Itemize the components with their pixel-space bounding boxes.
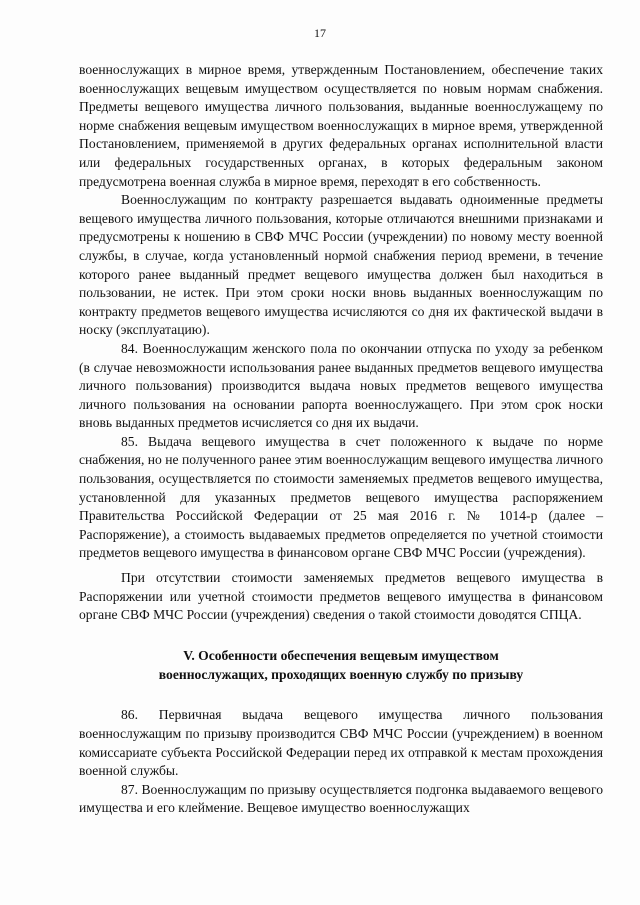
paragraph-87: 87. Военнослужащим по призыву осуществляется подгонка выдаваемого вещевого имущества и его клеймение. Вещевое имущество военнослужащих [79,781,603,816]
paragraph-85: 85. Выдача вещевого имущества в счет положенного к выдаче по норме снабжения, но не полученного ранее этим военнослужащим вещевого имущества личного пользования, осуществляется по стоимости заменяемых предметов вещевого имущества, установленной для указанных предметов вещевого имущества распоряжением Правительства Российской Федерации от 25 мая 2016 г. № 1014-р (далее – Распоряжение), а стоимость выдаваемых предметов определяется по учетной стоимости предметов вещевого имущества в финансовом органе СВФ МЧС России (учреждения). [79,433,603,561]
page-number: 17 [314,26,326,40]
section-heading-line2: военнослужащих, проходящих военную службу по призыву [158,666,524,682]
section-heading-line1: V. Особенности обеспечения вещевым имуществом [183,647,499,663]
paragraph-86: 86. Первичная выдача вещевого имущества личного пользования военнослужащим по призыву производится СВФ МЧС России (учреждением) в военном комиссариате субъекта Российской Федерации перед их отправкой к местам прохождения военной службы. [79,707,603,779]
paragraph-contract-servicemen: Военнослужащим по контракту разрешается выдавать одноименные предметы вещевого имущества личного пользования, которые отличаются внешними признаками и предусмотрены к ношению в СВФ МЧС России (учреждении) по новому месту военной службы, в случае, когда установленный нормой снабжения период времени, в течение которого ранее выданный предмет вещевого имущества должен был находиться в пользовании, не истек. При этом сроки носки вновь выданных военнослужащим по контракту предметов вещевого имущества исчисляются со дня их фактической выдачи в носку (эксплуатацию). [79,192,603,338]
document-body [79,61,603,818]
paragraph-84: 84. Военнослужащим женского пола по окончании отпуска по уходу за ребенком (в случае невозможности использования ранее выданных предметов вещевого имущества личного пользования) производится выдача новых предметов вещевого имущества личного пользования на основании рапорта военнослужащего. При этом срок носки вновь выданных предметов исчисляется со дня их выдачи. [79,340,603,431]
section-heading [79,647,603,685]
paragraph-continuation: военнослужащих в мирное время, утвержденным Постановлением, обеспечение таких военнослужащих вещевым имуществом осуществляется по новым нормам снабжения. Предметы вещевого имущества личного пользования, выданные военнослужащему по норме снабжения вещевым имуществом военнослужащих в мирное время, утвержденной Постановлением, применяемой в других федеральных органах исполнительной власти или федеральных государственных органах, в которых федеральным законом предусмотрена военная служба в мирное время, переходят в его собственность. [79,62,603,189]
paragraph-85-cost: При отсутствии стоимости заменяемых предметов вещевого имущества в Распоряжении или учетной стоимости предметов вещевого имущества в финансовом органе СВФ МЧС России (учреждения) сведения о такой стоимости доводятся СПЦА. [79,570,603,623]
